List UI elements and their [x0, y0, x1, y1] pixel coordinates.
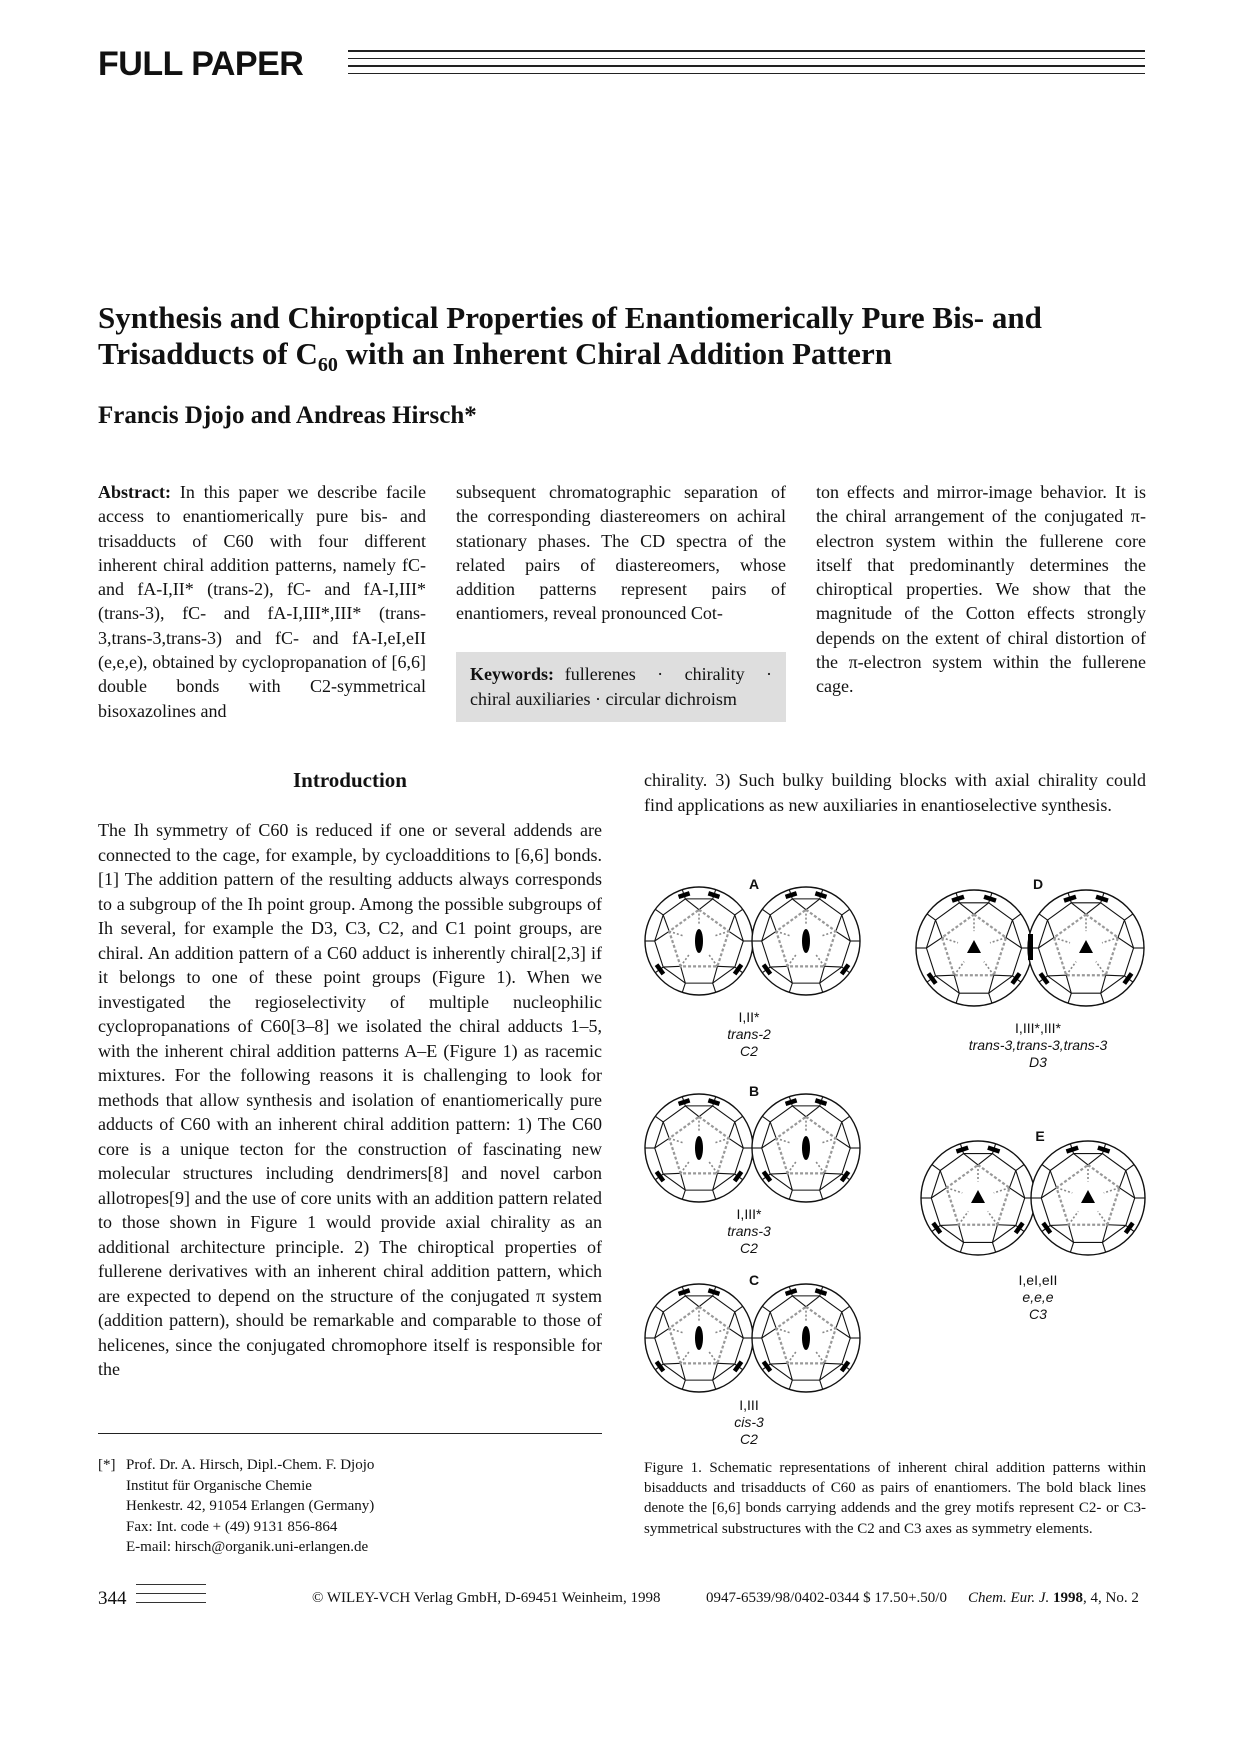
keyword: chiral auxiliaries	[470, 688, 591, 709]
mirror-plane-d	[1028, 934, 1033, 960]
abstract-column-3: ton effects and mirror-image behavior. It is the chiral arrangement of the conjugated π-electron system within the fullerene core itself that predominantly determines the chiroptical properties. We show that the magnitude of the Cotton effects strongly depends on the extent of chiral distortion of the π-electron system within the fullerene cage.	[816, 482, 1146, 697]
figure-1-caption: Figure 1. Schematic representations of inherent chiral addition patterns within bisadducts and trisadducts of C60 as pairs of enantiomers. The bold black lines denote the [6,6] bonds carrying addends and the grey motifs represent C2- or C3-symmetrical substructures with the C2 and C3 axes as symmetry elements.	[644, 1460, 1146, 1537]
panel-e-label	[958, 1272, 1118, 1323]
abstract-heading: Abstract:	[98, 482, 171, 502]
footnote-line: E-mail: hirsch@organik.uni-erlangen.de	[126, 1539, 369, 1555]
fullerene-e-left	[921, 1141, 1035, 1255]
publisher-line: © WILEY-VCH Verlag GmbH, D-69451 Weinheim, 1998	[312, 1590, 661, 1606]
introduction-heading: Introduction	[293, 768, 407, 792]
fullerene-a-right	[752, 887, 860, 995]
fullerene-c-left	[645, 1284, 753, 1392]
panel-a-label	[684, 1009, 814, 1060]
panel-letter-b: B	[748, 1083, 760, 1099]
page-number: 344	[98, 1588, 127, 1609]
abstract-column-1	[98, 480, 426, 723]
paper-title	[98, 300, 1118, 383]
footnote-line: Institut für Organische Chemie	[126, 1477, 312, 1494]
fullerene-d-right	[1028, 890, 1144, 1006]
header-rules	[348, 50, 1145, 80]
footnote-line: Prof. Dr. A. Hirsch, Dipl.-Chem. F. Djojo	[126, 1457, 375, 1473]
fullerene-b-right	[752, 1094, 860, 1202]
panel-letter-e: E	[1035, 1128, 1045, 1144]
abstract-column-2: subsequent chromatographic separation of the corresponding diastereomers on achiral stationary phases. The CD spectra of the related pairs of diastereomers, whose addition patterns represent pairs of enantiomers, reveal pronounced Cot-	[456, 482, 786, 624]
panel-letter-c: C	[748, 1272, 760, 1288]
keywords-label: Keywords:	[470, 664, 554, 684]
panel-e-group: C3	[1029, 1306, 1047, 1322]
panel-b-pattern: I,III*	[736, 1206, 762, 1222]
footnote-mark: [*]	[98, 1457, 116, 1473]
panel-letter-a: A	[748, 876, 760, 892]
panel-a-pattern: I,II*	[738, 1009, 760, 1025]
footnote-rule	[98, 1433, 602, 1434]
fullerene-d-left	[916, 890, 1032, 1006]
panel-c-pattern: I,III	[739, 1397, 759, 1413]
panel-letter-d: D	[1032, 876, 1044, 892]
fullerene-a-left	[645, 887, 753, 995]
panel-b-name: trans-3	[727, 1223, 771, 1239]
keyword: chirality	[684, 664, 745, 684]
fullerene-b-left	[645, 1094, 753, 1202]
introduction-text-left: The Ih symmetry of C60 is reduced if one or several addends are connected to the cage, for example, by cycloadditions to [6,6] bonds.[1] The addition pattern of the resulting adducts always corresponds to a subgroup of the Ih point group. Among the possible subgroups of Ih several, for example the D3, C3, C2, and C1 point groups, are chiral. An addition pattern of a C60 adduct is inherently chiral[2,3] if it belongs to one of these point groups (Figure 1). When we investigated the regioselectivity of multiple nucleophilic cyclopropanations of C60[3–8] we isolated the chiral adducts 1–5, with the inherent chiral addition patterns A–E (Figure 1) as racemic mixtures. For the following reasons it is challenging to look for methods that allow synthesis and isolation of enantiomerically pure adducts of C60 with an inherent chiral addition pattern: 1) The C60 core is a unique tecton for the construction of fascinating new molecular structures including dendrimers[8] and novel carbon allotropes[9] and the use of core units with an addition pattern related to those shown in Figure 1 would provide axial chirality as an additional architecture principle. 2) The chiroptical properties of fullerene derivatives with an inherent chiral addition pattern, which are expected to depend on the structure of the conjugated π system (addition pattern), should be remarkable and comparable to those of helicenes, since the conjugated chromophore itself is responsible for the	[98, 820, 602, 1379]
panel-d-name: trans-3,trans-3,trans-3	[968, 1037, 1108, 1053]
journal-reference: Chem. Eur. J. 1998, 4, No. 2	[968, 1590, 1139, 1606]
figure-1	[644, 876, 1146, 1451]
panel-c-label	[684, 1397, 814, 1448]
panel-e-pattern: I,eI,eII	[1018, 1272, 1058, 1288]
panel-e-name: e,e,e	[1022, 1289, 1054, 1305]
panel-d-group: D3	[1029, 1054, 1047, 1070]
panel-a-name: trans-2	[727, 1026, 771, 1042]
panel-a-group: C2	[740, 1043, 758, 1059]
panel-d-label	[938, 1020, 1138, 1071]
footnote-line: Henkestr. 42, 91054 Erlangen (Germany)	[126, 1498, 375, 1514]
panel-c-group: C2	[740, 1431, 758, 1447]
keyword: fullerenes	[564, 664, 636, 684]
fullerene-c-right	[752, 1284, 860, 1392]
panel-b-label	[684, 1206, 814, 1257]
article-code: 0947-6539/98/0402-0344 $ 17.50+.50/0	[706, 1590, 947, 1606]
running-header	[98, 44, 1145, 84]
keywords-box: Keywords: fullerenes · chirality · chiral auxiliaries · circular dichroism	[456, 652, 786, 722]
introduction-text-right: chirality. 3) Such bulky building blocks with axial chirality could find applications as new auxiliaries in enantioselective synthesis.	[644, 770, 1146, 815]
author-list: Francis Djojo and Andreas Hirsch*	[98, 402, 477, 429]
footnote-line: Fax: Int. code + (49) 9131 856-864	[126, 1518, 338, 1535]
figure-1-drawing	[644, 876, 1146, 1451]
title-line-2: Trisadducts of $C_{60}$ with an Inherent Chiral Addition Pattern	[98, 336, 892, 377]
panel-b-group: C2	[740, 1240, 758, 1256]
title-line-1: Synthesis and Chiroptical Properties of Enantiomerically Pure Bis- and	[98, 300, 1042, 335]
panel-d-pattern: I,III*,III*	[1015, 1020, 1061, 1036]
panel-c-name: cis-3	[734, 1414, 764, 1430]
fullerene-e-right	[1031, 1141, 1145, 1255]
abstract-text-1: In this paper we describe facile access to enantiomerically pure bis- and trisadducts of C60 with four different inherent chiral addition patterns, namely fC- and fA-I,II* (trans-2), fC- and fA-I,III* (trans-3), fC- and fA-I,III*,III* (trans-3,trans-3,trans-3) and fC- and fA-I,eI,eII (e,e,e), obtained by cyclopropanation of [6,6] double bonds with C2-symmetrical bisoxazolines and	[98, 482, 426, 721]
keyword: circular dichroism	[605, 688, 737, 709]
page-number-rules	[136, 1584, 206, 1606]
section-label: FULL PAPER	[98, 45, 304, 83]
